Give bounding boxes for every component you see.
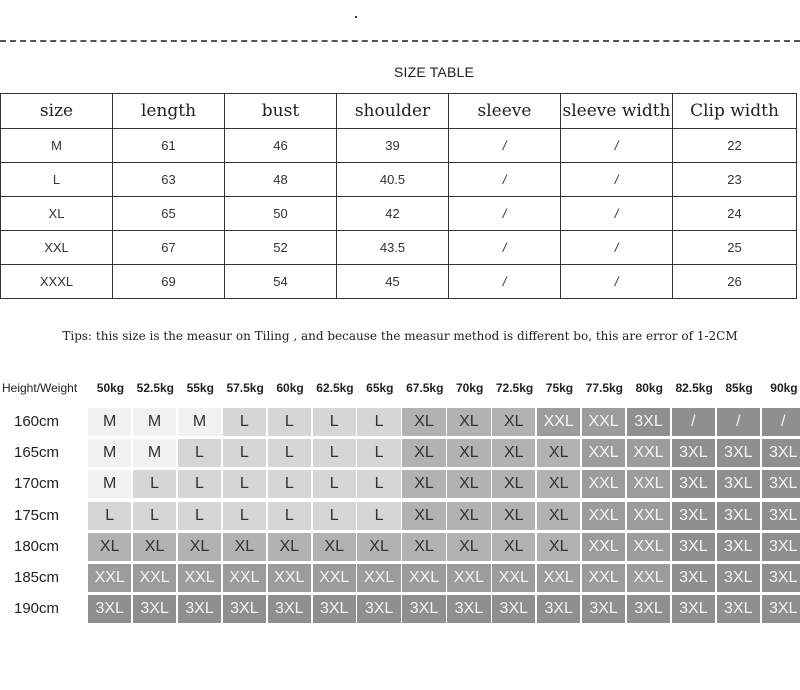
size-cell: XL bbox=[492, 470, 535, 498]
cell-sleeve: / bbox=[449, 231, 561, 265]
size-cell: L bbox=[268, 502, 311, 530]
size-cell: XXL bbox=[582, 533, 625, 561]
cell-bust: 46 bbox=[225, 129, 337, 163]
size-cell: XL bbox=[537, 470, 580, 498]
size-cell: L bbox=[357, 439, 400, 467]
size-cell: XL bbox=[447, 502, 490, 530]
size-cell: XL bbox=[447, 439, 490, 467]
height-label: 175cm bbox=[14, 506, 60, 524]
cell-bust: 54 bbox=[225, 265, 337, 299]
header-size: size bbox=[1, 94, 113, 129]
size-cell: XXL bbox=[582, 470, 625, 498]
guide-corner-label: Height/Weight bbox=[2, 381, 78, 395]
cell-clip-width: 26 bbox=[673, 265, 797, 299]
size-table-title: SIZE TABLE bbox=[393, 64, 475, 80]
size-cell: 3XL bbox=[762, 439, 800, 467]
cell-shoulder: 43.5 bbox=[337, 231, 449, 265]
header-clip-width: Clip width bbox=[673, 94, 797, 129]
size-cell: XL bbox=[402, 439, 445, 467]
cell-sleeve-width: / bbox=[561, 265, 673, 299]
size-cell: XL bbox=[178, 533, 221, 561]
height-label: 180cm bbox=[14, 537, 60, 555]
size-cell: XL bbox=[492, 502, 535, 530]
size-cell: XL bbox=[402, 470, 445, 498]
size-cell: M bbox=[178, 408, 221, 436]
weight-header: 77.5kg bbox=[585, 381, 624, 395]
size-cell: 3XL bbox=[178, 595, 221, 623]
size-cell: L bbox=[223, 502, 266, 530]
weight-header: 80kg bbox=[635, 381, 663, 395]
size-cell: XL bbox=[402, 533, 445, 561]
cell-length: 67 bbox=[113, 231, 225, 265]
size-cell: 3XL bbox=[672, 439, 715, 467]
tips-note: Tips: this size is the measur on Tiling , and because the measur method is different bo, this are error of 1-2CM bbox=[62, 329, 738, 343]
cell-clip-width: 25 bbox=[673, 231, 797, 265]
weight-header: 52.5kg bbox=[136, 381, 175, 395]
weight-header: 65kg bbox=[366, 381, 394, 395]
cell-bust: 48 bbox=[225, 163, 337, 197]
size-cell: 3XL bbox=[223, 595, 266, 623]
cell-bust: 50 bbox=[225, 197, 337, 231]
size-cell: XXL bbox=[537, 408, 580, 436]
size-cell: M bbox=[88, 439, 131, 467]
size-cell: XXL bbox=[133, 564, 176, 592]
size-cell: 3XL bbox=[672, 564, 715, 592]
size-cell: L bbox=[223, 470, 266, 498]
height-label: 165cm bbox=[14, 444, 60, 462]
size-cell: 3XL bbox=[88, 595, 131, 623]
height-label: 160cm bbox=[14, 413, 60, 430]
weight-header: 70kg bbox=[455, 381, 484, 395]
size-cell: 3XL bbox=[762, 533, 800, 561]
size-cell: L bbox=[313, 439, 356, 467]
weight-header: 50kg bbox=[96, 381, 125, 395]
size-cell: XXL bbox=[582, 502, 625, 530]
size-cell: XXL bbox=[582, 564, 625, 592]
size-cell: 3XL bbox=[492, 595, 535, 623]
cell-sleeve: / bbox=[449, 265, 561, 299]
size-cell: XXL bbox=[402, 564, 445, 592]
size-cell: XXL bbox=[537, 564, 580, 592]
size-cell: 3XL bbox=[627, 595, 670, 623]
cell-shoulder: 42 bbox=[337, 197, 449, 231]
weight-header: 60kg bbox=[276, 381, 304, 395]
size-cell: XXL bbox=[313, 564, 356, 592]
size-cell: 3XL bbox=[133, 595, 176, 623]
cell-sleeve: / bbox=[449, 197, 561, 231]
size-cell: M bbox=[133, 408, 176, 436]
header-sleeve-width: sleeve width bbox=[561, 94, 673, 129]
stray-dot bbox=[355, 16, 357, 18]
weight-header: 67.5kg bbox=[406, 381, 444, 395]
size-cell: 3XL bbox=[402, 595, 445, 623]
size-cell: 3XL bbox=[672, 502, 715, 530]
header-length: length bbox=[113, 94, 225, 129]
size-cell: L bbox=[178, 502, 221, 530]
size-cell: L bbox=[268, 470, 311, 498]
size-cell: XL bbox=[268, 533, 311, 561]
size-cell: XL bbox=[402, 408, 445, 436]
cell-size: XXXL bbox=[1, 265, 113, 299]
size-cell: L bbox=[133, 502, 176, 530]
size-cell: 3XL bbox=[717, 595, 760, 623]
size-cell: XXL bbox=[178, 564, 221, 592]
size-table-header-row bbox=[1, 94, 797, 129]
size-cell: 3XL bbox=[762, 470, 800, 498]
size-cell: / bbox=[717, 408, 760, 436]
cell-sleeve-width: / bbox=[561, 129, 673, 163]
size-cell: XL bbox=[447, 470, 490, 498]
size-cell: XXL bbox=[223, 564, 266, 592]
size-cell: 3XL bbox=[717, 439, 760, 467]
size-cell: 3XL bbox=[627, 408, 670, 436]
size-cell: 3XL bbox=[717, 564, 760, 592]
cell-sleeve-width: / bbox=[561, 231, 673, 265]
weight-header: 62.5kg bbox=[316, 381, 354, 395]
height-label: 190cm bbox=[14, 600, 60, 618]
weight-header: 57.5kg bbox=[226, 381, 264, 395]
size-cell: XXL bbox=[88, 564, 131, 592]
size-cell: XL bbox=[492, 408, 535, 436]
height-label: 185cm bbox=[14, 569, 60, 586]
size-cell: 3XL bbox=[717, 502, 760, 530]
size-cell: 3XL bbox=[537, 595, 580, 623]
size-cell: 3XL bbox=[313, 595, 356, 623]
size-cell: XXL bbox=[627, 470, 670, 498]
cell-sleeve-width: / bbox=[561, 197, 673, 231]
size-cell: L bbox=[313, 408, 356, 436]
cell-clip-width: 22 bbox=[673, 129, 797, 163]
size-cell: / bbox=[672, 408, 715, 436]
header-sleeve: sleeve bbox=[449, 94, 561, 129]
weight-header: 82.5kg bbox=[675, 381, 713, 395]
size-cell: M bbox=[88, 470, 131, 498]
cell-length: 63 bbox=[113, 163, 225, 197]
table-row bbox=[1, 265, 797, 299]
cell-size: M bbox=[1, 129, 113, 163]
size-cell: XL bbox=[88, 533, 131, 561]
size-cell: / bbox=[762, 408, 800, 436]
cell-size: XXL bbox=[1, 231, 113, 265]
size-cell: XL bbox=[447, 408, 490, 436]
size-cell: L bbox=[223, 439, 266, 467]
table-row bbox=[1, 231, 797, 265]
size-cell: XXL bbox=[492, 564, 535, 592]
cell-size: XL bbox=[1, 197, 113, 231]
cell-length: 65 bbox=[113, 197, 225, 231]
size-cell: XL bbox=[537, 533, 580, 561]
size-cell: XXL bbox=[627, 439, 670, 467]
weight-header: 90kg bbox=[770, 381, 798, 395]
size-cell: L bbox=[223, 408, 266, 436]
size-cell: L bbox=[268, 439, 311, 467]
size-cell: L bbox=[357, 470, 400, 498]
size-cell: XL bbox=[133, 533, 176, 561]
size-cell: XL bbox=[223, 533, 266, 561]
size-cell: XL bbox=[447, 533, 490, 561]
cell-length: 69 bbox=[113, 265, 225, 299]
size-cell: L bbox=[313, 470, 356, 498]
size-cell: L bbox=[268, 408, 311, 436]
weight-header: 55kg bbox=[186, 381, 214, 395]
cell-sleeve: / bbox=[449, 129, 561, 163]
size-cell: L bbox=[313, 502, 356, 530]
weight-header: 85kg bbox=[725, 381, 753, 395]
header-bust: bust bbox=[225, 94, 337, 129]
size-cell: 3XL bbox=[268, 595, 311, 623]
size-cell: XXL bbox=[627, 564, 670, 592]
size-cell: XL bbox=[537, 439, 580, 467]
cell-length: 61 bbox=[113, 129, 225, 163]
size-cell: XXL bbox=[447, 564, 490, 592]
size-cell: 3XL bbox=[672, 470, 715, 498]
weight-header: 75kg bbox=[545, 381, 574, 395]
size-cell: 3XL bbox=[447, 595, 490, 623]
size-cell: M bbox=[133, 439, 176, 467]
cell-bust: 52 bbox=[225, 231, 337, 265]
size-cell: 3XL bbox=[357, 595, 400, 623]
size-cell: 3XL bbox=[762, 564, 800, 592]
size-cell: XL bbox=[492, 533, 535, 561]
table-row bbox=[1, 129, 797, 163]
size-cell: XXL bbox=[582, 408, 625, 436]
table-row bbox=[1, 163, 797, 197]
size-cell: 3XL bbox=[717, 470, 760, 498]
size-cell: 3XL bbox=[672, 595, 715, 623]
size-cell: L bbox=[178, 439, 221, 467]
size-cell: XL bbox=[357, 533, 400, 561]
table-row bbox=[1, 197, 797, 231]
cell-size: L bbox=[1, 163, 113, 197]
size-cell: M bbox=[88, 408, 131, 436]
size-cell: XL bbox=[313, 533, 356, 561]
size-cell: 3XL bbox=[762, 595, 800, 623]
size-cell: XXL bbox=[627, 502, 670, 530]
size-cell: XL bbox=[402, 502, 445, 530]
cell-sleeve-width: / bbox=[561, 163, 673, 197]
size-cell: 3XL bbox=[717, 533, 760, 561]
size-table bbox=[0, 93, 797, 299]
size-cell: L bbox=[133, 470, 176, 498]
size-cell: XL bbox=[537, 502, 580, 530]
size-cell: XXL bbox=[357, 564, 400, 592]
size-cell: L bbox=[357, 502, 400, 530]
cell-shoulder: 45 bbox=[337, 265, 449, 299]
size-cell: L bbox=[357, 408, 400, 436]
header-shoulder: shoulder bbox=[337, 94, 449, 129]
size-cell: L bbox=[88, 502, 131, 530]
cell-shoulder: 40.5 bbox=[337, 163, 449, 197]
weight-header: 72.5kg bbox=[495, 381, 534, 395]
size-cell: XL bbox=[492, 439, 535, 467]
size-cell: XXL bbox=[627, 533, 670, 561]
size-cell: 3XL bbox=[582, 595, 625, 623]
size-cell: 3XL bbox=[672, 533, 715, 561]
size-cell: L bbox=[178, 470, 221, 498]
cell-sleeve: / bbox=[449, 163, 561, 197]
size-cell: 3XL bbox=[762, 502, 800, 530]
cell-clip-width: 23 bbox=[673, 163, 797, 197]
dashed-divider bbox=[0, 40, 800, 42]
size-cell: XXL bbox=[268, 564, 311, 592]
height-label: 170cm bbox=[14, 475, 60, 493]
size-cell: XXL bbox=[582, 439, 625, 467]
cell-shoulder: 39 bbox=[337, 129, 449, 163]
cell-clip-width: 24 bbox=[673, 197, 797, 231]
